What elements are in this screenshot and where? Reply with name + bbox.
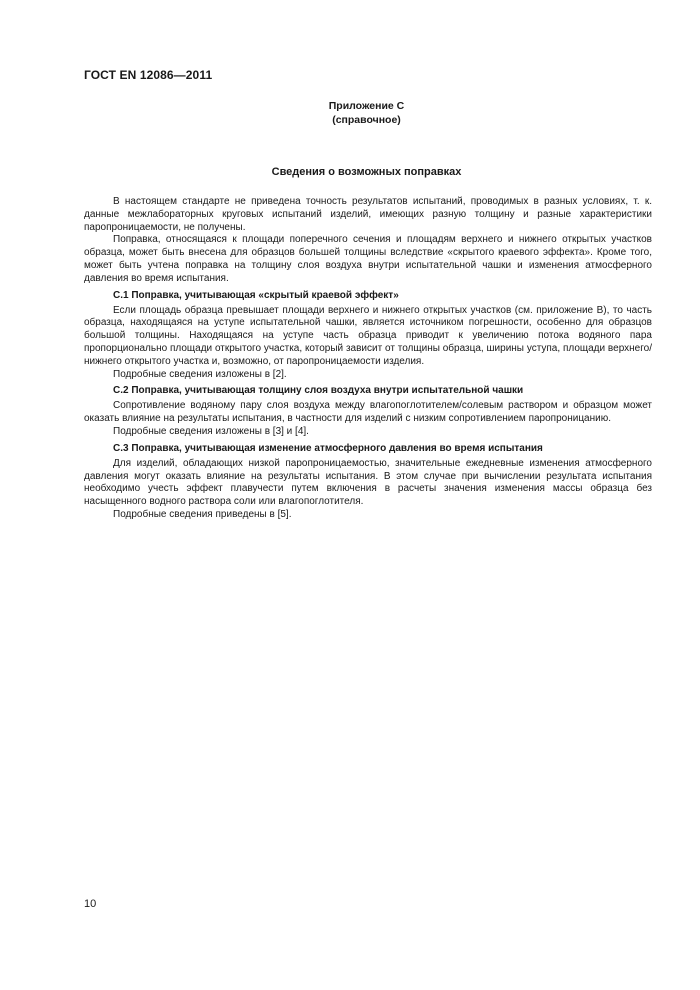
page-number: 10 — [84, 898, 97, 910]
intro-paragraph: В настоящем стандарте не приведена точность результатов испытаний, проводимых в разных условиях, т. к. данные межлабораторных круговых испытаний изделий, имеющих разную толщину и разные характеристики паропроницаемости, не получены. — [84, 196, 652, 233]
appendix-type: (справочное) — [332, 114, 401, 126]
section-reference: Подробные сведения изложены в [2]. — [113, 368, 287, 380]
main-title: Сведения о возможных поправках — [271, 166, 462, 178]
document-body — [84, 196, 652, 522]
section-paragraph: Для изделий, обладающих низкой паропроницаемостью, значительные ежедневные изменения атмосферного давления могут оказать влияние на результаты испытания. В этом случае при вычислении результата испытания необходимо учесть эффект плавучести путем включения в расчеты значения изменения массы образца без насыщенного водного раствора соли или влагопоглотителя. — [84, 457, 652, 508]
section-reference: Подробные сведения приведены в [5]. — [113, 508, 292, 520]
section-paragraph: Если площадь образца превышает площади верхнего и нижнего открытых участков (см. приложение В), то часть образца, находящаяся на уступе испытательной чашки, является источником погрешности, особенно для образцов большой толщины. Находящаяся на уступе часть образца приводит к увеличению потока водяного пара пропорционально площади открытого участка, который зависит от толщины образца, ширины уступа, площади верхнего/нижнего открытого участка и, возможно, от паропроницаемости изделия. — [84, 304, 652, 367]
intro-paragraph: Поправка, относящаяся к площади поперечного сечения и площадям верхнего и нижнего открытых участков образца, может быть внесена для образцов большей толщины вследствие «скрытого краевого эффекта». Кроме того, может быть учтена поправка на толщину слоя воздуха внутри испытательной чашки и изменения атмосферного давления во время испытания. — [84, 234, 652, 284]
section-heading: С.2 Поправка, учитывающая толщину слоя воздуха внутри испытательной чашки — [113, 385, 524, 397]
section-reference: Подробные сведения изложены в [3] и [4]. — [113, 425, 309, 437]
appendix-heading — [84, 99, 649, 127]
appendix-title: Приложение С — [328, 100, 405, 112]
document-id-header: ГОСТ EN 12086—2011 — [84, 68, 213, 82]
section-heading: С.3 Поправка, учитывающая изменение атмосферного давления во время испытания — [113, 442, 543, 454]
section-heading: С.1 Поправка, учитывающая «скрытый краевой эффект» — [113, 289, 399, 301]
section-paragraph: Сопротивление водяному пару слоя воздуха между влагопоглотителем/солевым раствором и образцом может оказать влияние на результаты испытания, в частности для изделий с низким сопротивлением паропроницанию. — [84, 400, 652, 425]
